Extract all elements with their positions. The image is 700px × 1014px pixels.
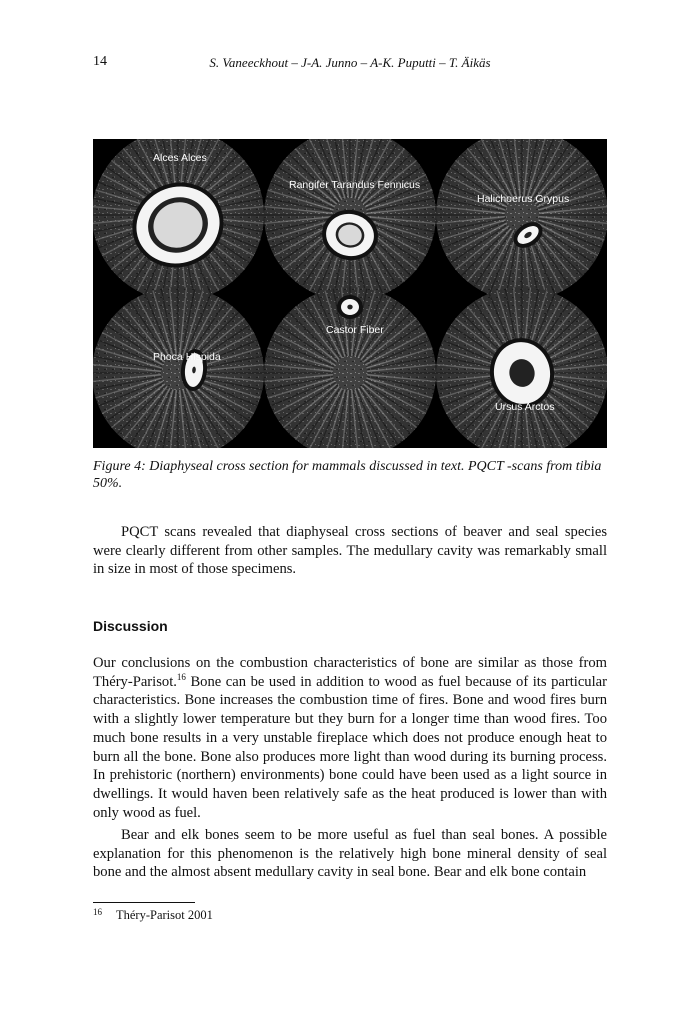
page-number: 14 xyxy=(93,54,107,69)
paragraph-discussion xyxy=(93,654,607,822)
running-head-authors: S. Vaneeckhout – J-A. Junno – A-K. Puputti – T. Äikäs xyxy=(209,55,491,70)
footnote-divider xyxy=(93,902,195,903)
paragraph-discussion-text-a: Our conclusions on the combustion characteristics of bone are similar as those from Théry-Parisot. xyxy=(93,655,607,690)
label-alces-alces: Alces Alces xyxy=(153,152,207,164)
paragraph-discussion-text-b: Bone can be used in addition to wood as fuel because of its particular characteristics. Bone increases the combustion time of fires. Bone and wood fires burn with a slightly lower temperature but they burn for a longer time than wood fires. Too much bone results in a very unstable fireplace which does not produce enough heat to burn all the bone. Bone also produces more light than wood during its burning process. In prehistoric (northern) environments) bone could have been used as a light source in dwellings. It would haven been relatively safe as the heat produced is lower than with only wood as fuel. xyxy=(93,673,607,821)
page-header xyxy=(93,54,607,74)
figure-caption: Figure 4: Diaphyseal cross section for mammals discussed in text. PQCT -scans from tibia 50%. xyxy=(93,459,602,491)
label-castor-fiber: Castor Fiber xyxy=(326,324,384,336)
footnote-reference[interactable]: 16 xyxy=(176,671,186,682)
figure-pqct-scans xyxy=(93,139,607,448)
label-halichoerus-grypus: Halichoerus Grypus xyxy=(477,193,570,205)
figure-image xyxy=(93,139,607,448)
footnote-text: Théry-Parisot 2001 xyxy=(116,908,213,922)
label-phoca-hispida: Phoca Hispida xyxy=(153,351,221,363)
paragraph-pqct-results: PQCT scans revealed that diaphyseal cross sections of beaver and seal species were clearly different from other samples. The medullary cavity was remarkably small in size in most of those specimens. xyxy=(93,524,607,578)
footnote-number: 16 xyxy=(93,907,102,917)
paragraph-bear-elk: Bear and elk bones seem to be more useful as fuel than seal bones. A possible explanation for this phenomenon is the relatively high bone mineral density of seal bone and the almost absent medullary cavity in seal bone. Bear and elk bone contain xyxy=(93,827,607,881)
label-rangifer-tarandus-fennicus: Rangifer Tarandus Fennicus xyxy=(289,179,421,191)
label-ursus-arctos: Ursus Arctos xyxy=(495,401,555,413)
section-heading-discussion: Discussion xyxy=(93,618,168,634)
